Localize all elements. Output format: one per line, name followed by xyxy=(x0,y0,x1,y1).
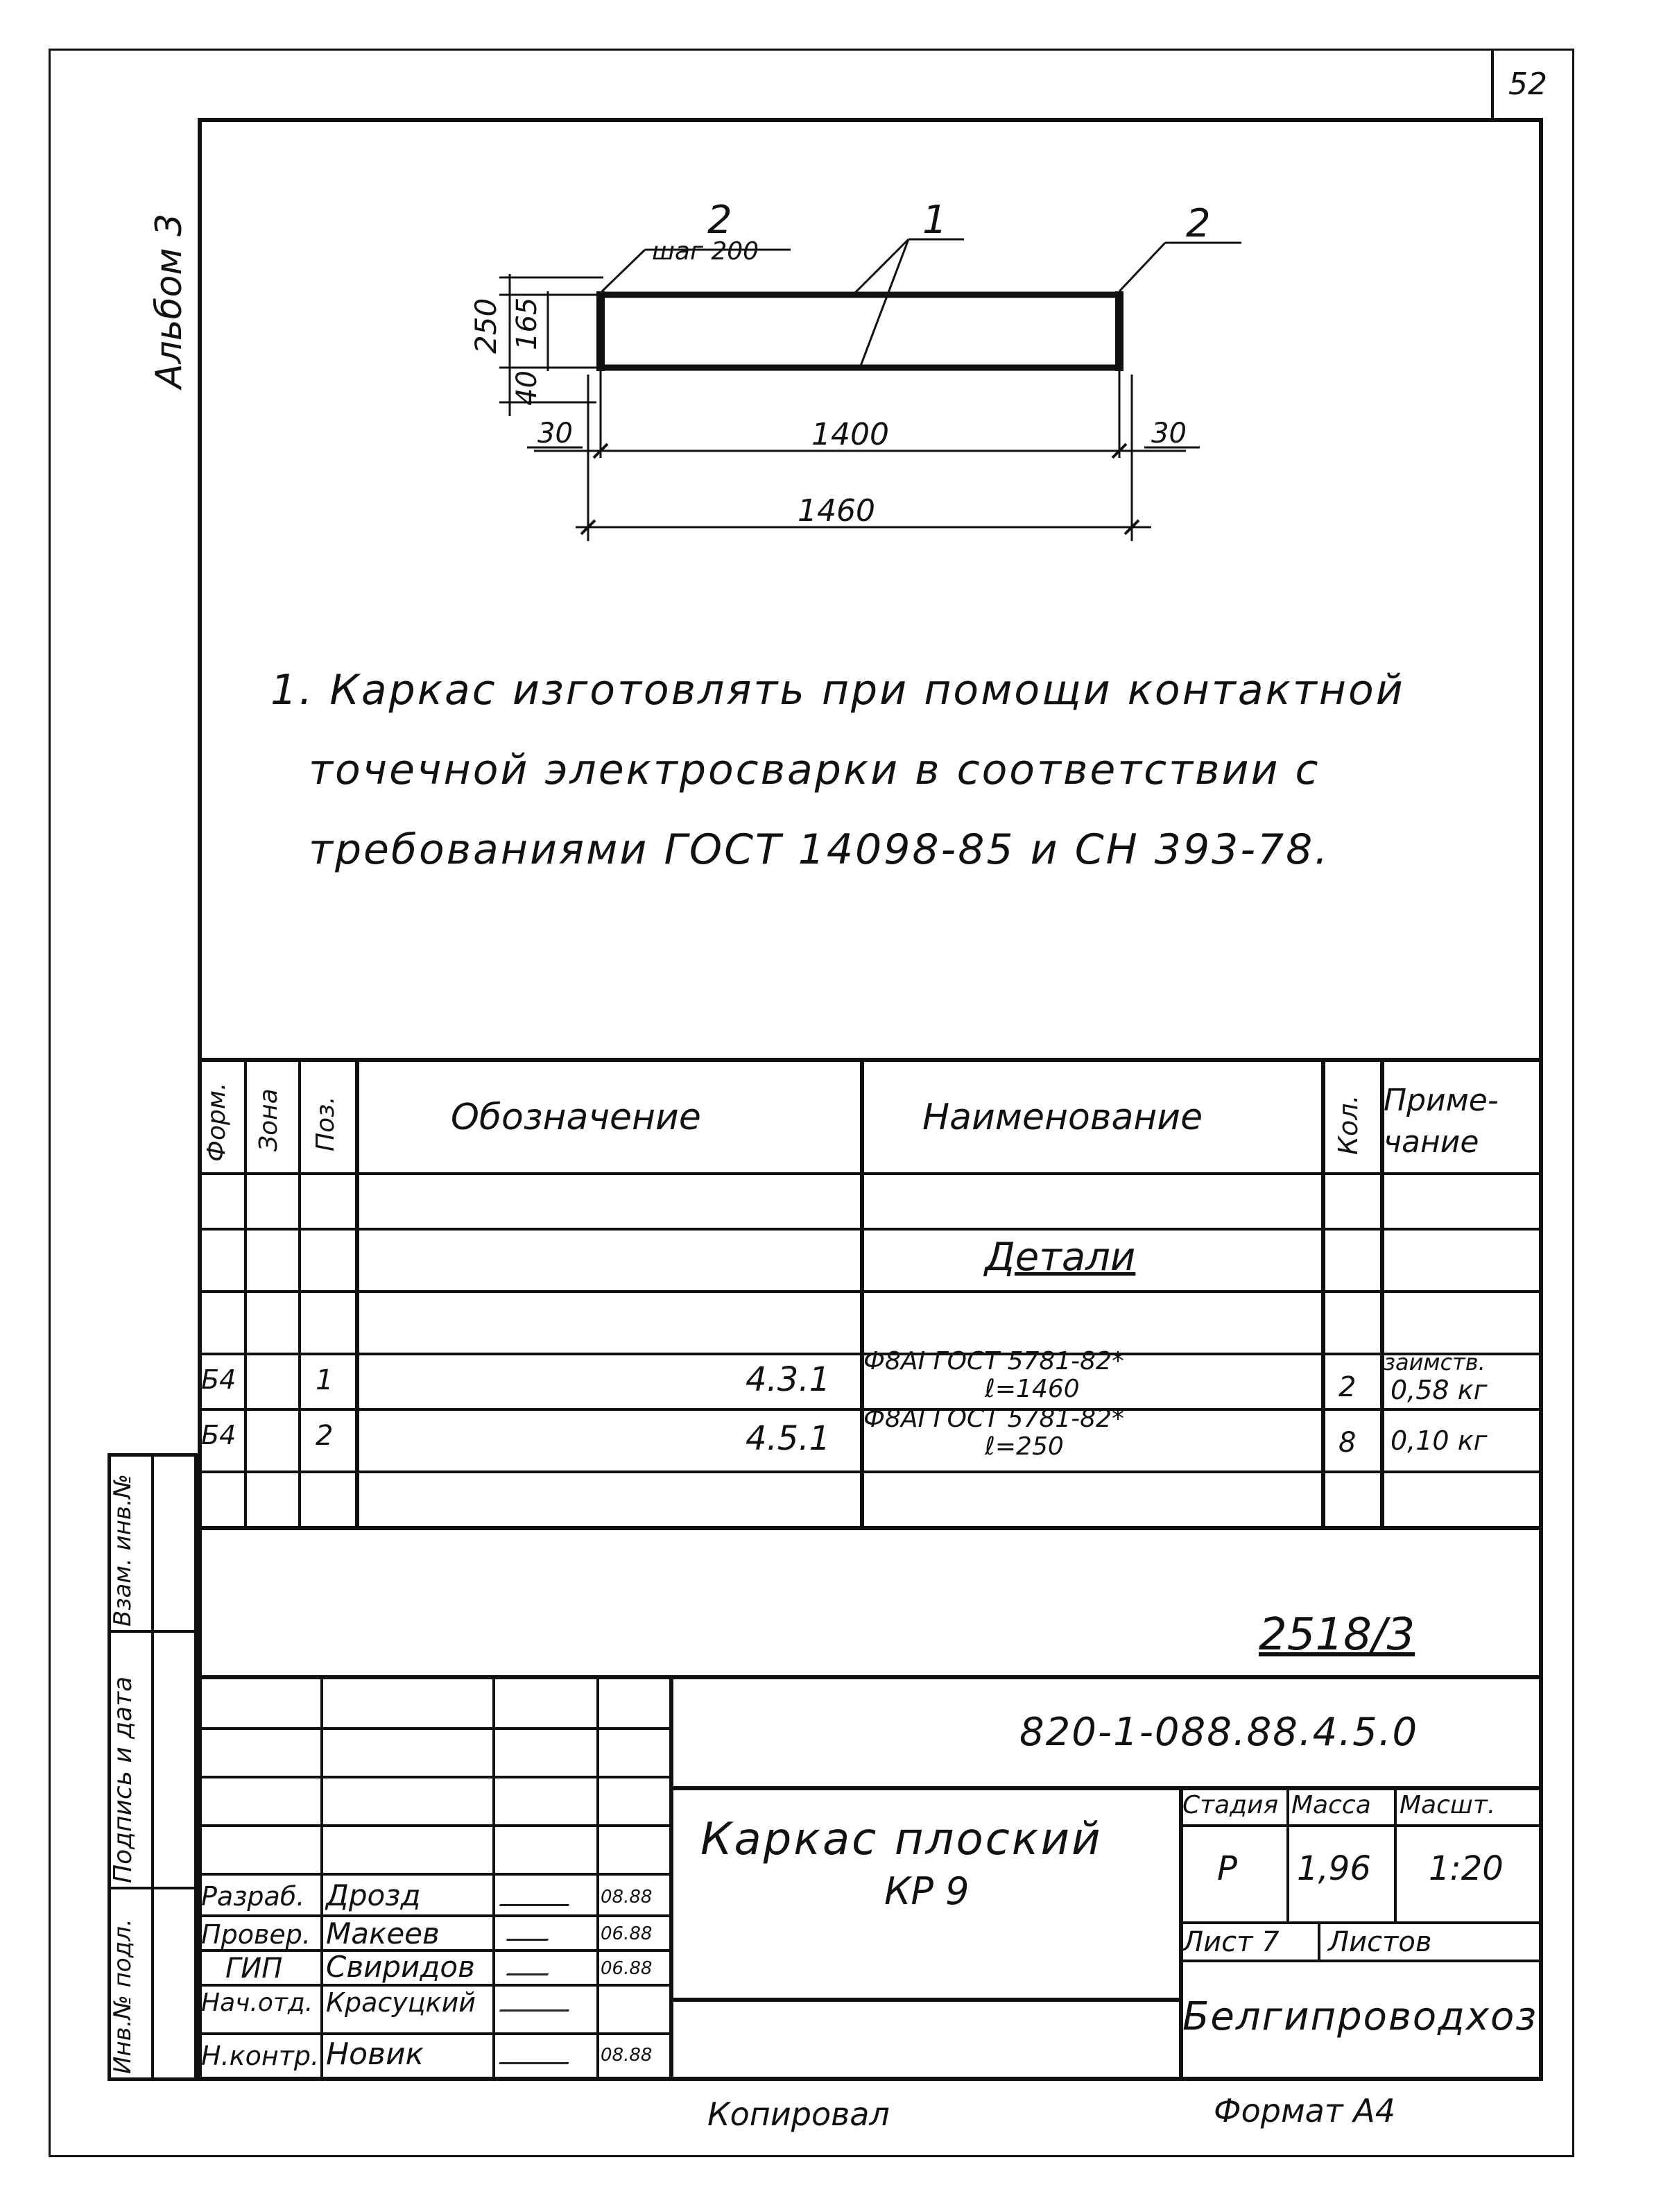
section-title: Детали xyxy=(985,1235,1136,1280)
dim-height-inner: 165 xyxy=(511,297,543,350)
sheets-label: Листов xyxy=(1328,1926,1432,1958)
dim-left-offset: 30 xyxy=(537,418,573,449)
signature-3 xyxy=(506,1956,555,1975)
person3-role: ГИП xyxy=(225,1953,283,1984)
header-designation: Обозначение xyxy=(451,1097,701,1138)
person5-name: Новик xyxy=(326,2037,424,2072)
row1-name-line1: Ф8АI ГОСТ 5781-82* xyxy=(863,1347,1124,1375)
row2-note-line1: 0,10 кг xyxy=(1390,1425,1488,1456)
header-qty: Кол. xyxy=(1333,1095,1363,1155)
stage-label: Стадия xyxy=(1182,1791,1279,1819)
organization: Белгипроводхоз xyxy=(1182,1994,1538,2039)
row1-name-line2: ℓ=1460 xyxy=(985,1375,1080,1403)
mass-value: 1,96 xyxy=(1297,1849,1371,1888)
row2-pos: 2 xyxy=(316,1420,334,1452)
stamp-replace-inv: Взам. инв.№ xyxy=(109,1473,137,1627)
callout-mid: 1 xyxy=(922,198,947,243)
callout-left: 2 xyxy=(707,198,732,243)
title-line1: Каркас плоский xyxy=(700,1814,1103,1865)
callout-left-note: шаг 200 xyxy=(652,237,759,266)
person3-date: 06.88 xyxy=(601,1958,653,1979)
scale-label: Масшт. xyxy=(1400,1791,1496,1819)
signature-5 xyxy=(499,2043,576,2064)
signature-4 xyxy=(499,1992,576,2012)
header-note-line2: чание xyxy=(1384,1124,1479,1160)
dim-height-bottom: 40 xyxy=(511,370,543,406)
album-label: Альбом 3 xyxy=(148,213,190,388)
person2-date: 06.88 xyxy=(601,1923,653,1944)
person2-name: Макеев xyxy=(326,1917,440,1950)
signature-1 xyxy=(499,1887,576,1906)
page-number: 52 xyxy=(1508,67,1547,102)
row1-qty: 2 xyxy=(1338,1371,1357,1403)
person4-name: Красуцкий xyxy=(326,1987,476,2018)
header-pos: Поз. xyxy=(311,1096,340,1151)
row2-name-line2: ℓ=250 xyxy=(985,1432,1064,1461)
header-format: Форм. xyxy=(203,1082,231,1162)
archive-number: 2518/3 xyxy=(1259,1609,1415,1661)
header-note-line1: Приме- xyxy=(1384,1083,1499,1118)
dim-right-offset: 30 xyxy=(1151,418,1187,449)
person1-name: Дрозд xyxy=(326,1878,421,1912)
row2-designation: 4.5.1 xyxy=(746,1419,831,1458)
row2-qty: 8 xyxy=(1338,1427,1357,1459)
row1-pos: 1 xyxy=(316,1364,334,1396)
person5-date: 08.88 xyxy=(601,2045,653,2066)
row1-designation: 4.3.1 xyxy=(746,1360,831,1399)
row2-name-line1: Ф8АI ГОСТ 5781-82* xyxy=(863,1405,1124,1433)
row1-format: Б4 xyxy=(201,1364,236,1395)
signature-2 xyxy=(506,1921,555,1941)
sheet-label: Лист 7 xyxy=(1182,1926,1280,1958)
stamp-sign-date: Подпись и дата xyxy=(109,1676,137,1883)
header-name: Наименование xyxy=(922,1097,1203,1138)
stage-value: Р xyxy=(1217,1849,1237,1888)
document-code: 820-1-088.88.4.5.0 xyxy=(1019,1710,1419,1755)
note-line-2: точечной электросварки в соответствии с xyxy=(309,746,1320,794)
callout-right: 2 xyxy=(1186,201,1211,246)
dim-total-length: 1460 xyxy=(798,493,875,529)
person5-role: Н.контр. xyxy=(201,2041,320,2071)
dim-height-total: 250 xyxy=(469,298,503,354)
scale-value: 1:20 xyxy=(1429,1849,1504,1888)
note-line-3: требованиями ГОСТ 14098-85 и СН 393-78. xyxy=(309,825,1330,874)
dim-span: 1400 xyxy=(811,417,889,452)
footer-format: Формат А4 xyxy=(1214,2092,1395,2129)
person4-role: Нач.отд. xyxy=(201,1989,313,2017)
row1-note-line2: 0,58 кг xyxy=(1390,1375,1488,1405)
person1-date: 08.88 xyxy=(601,1887,653,1907)
row1-note-line1: заимств. xyxy=(1384,1349,1486,1375)
title-line2: КР 9 xyxy=(884,1869,970,1913)
stamp-inv-orig: Инв.№ подл. xyxy=(109,1919,137,2074)
person2-role: Провер. xyxy=(201,1919,311,1950)
row2-format: Б4 xyxy=(201,1420,236,1450)
header-zone: Зона xyxy=(255,1088,283,1151)
mass-label: Масса xyxy=(1291,1791,1371,1819)
footer-copied: Копировал xyxy=(707,2095,890,2133)
person3-name: Свиридов xyxy=(326,1950,475,1984)
note-line-1: 1. Каркас изготовлять при помощи контактной xyxy=(270,666,1405,714)
person1-role: Разраб. xyxy=(201,1881,305,1912)
